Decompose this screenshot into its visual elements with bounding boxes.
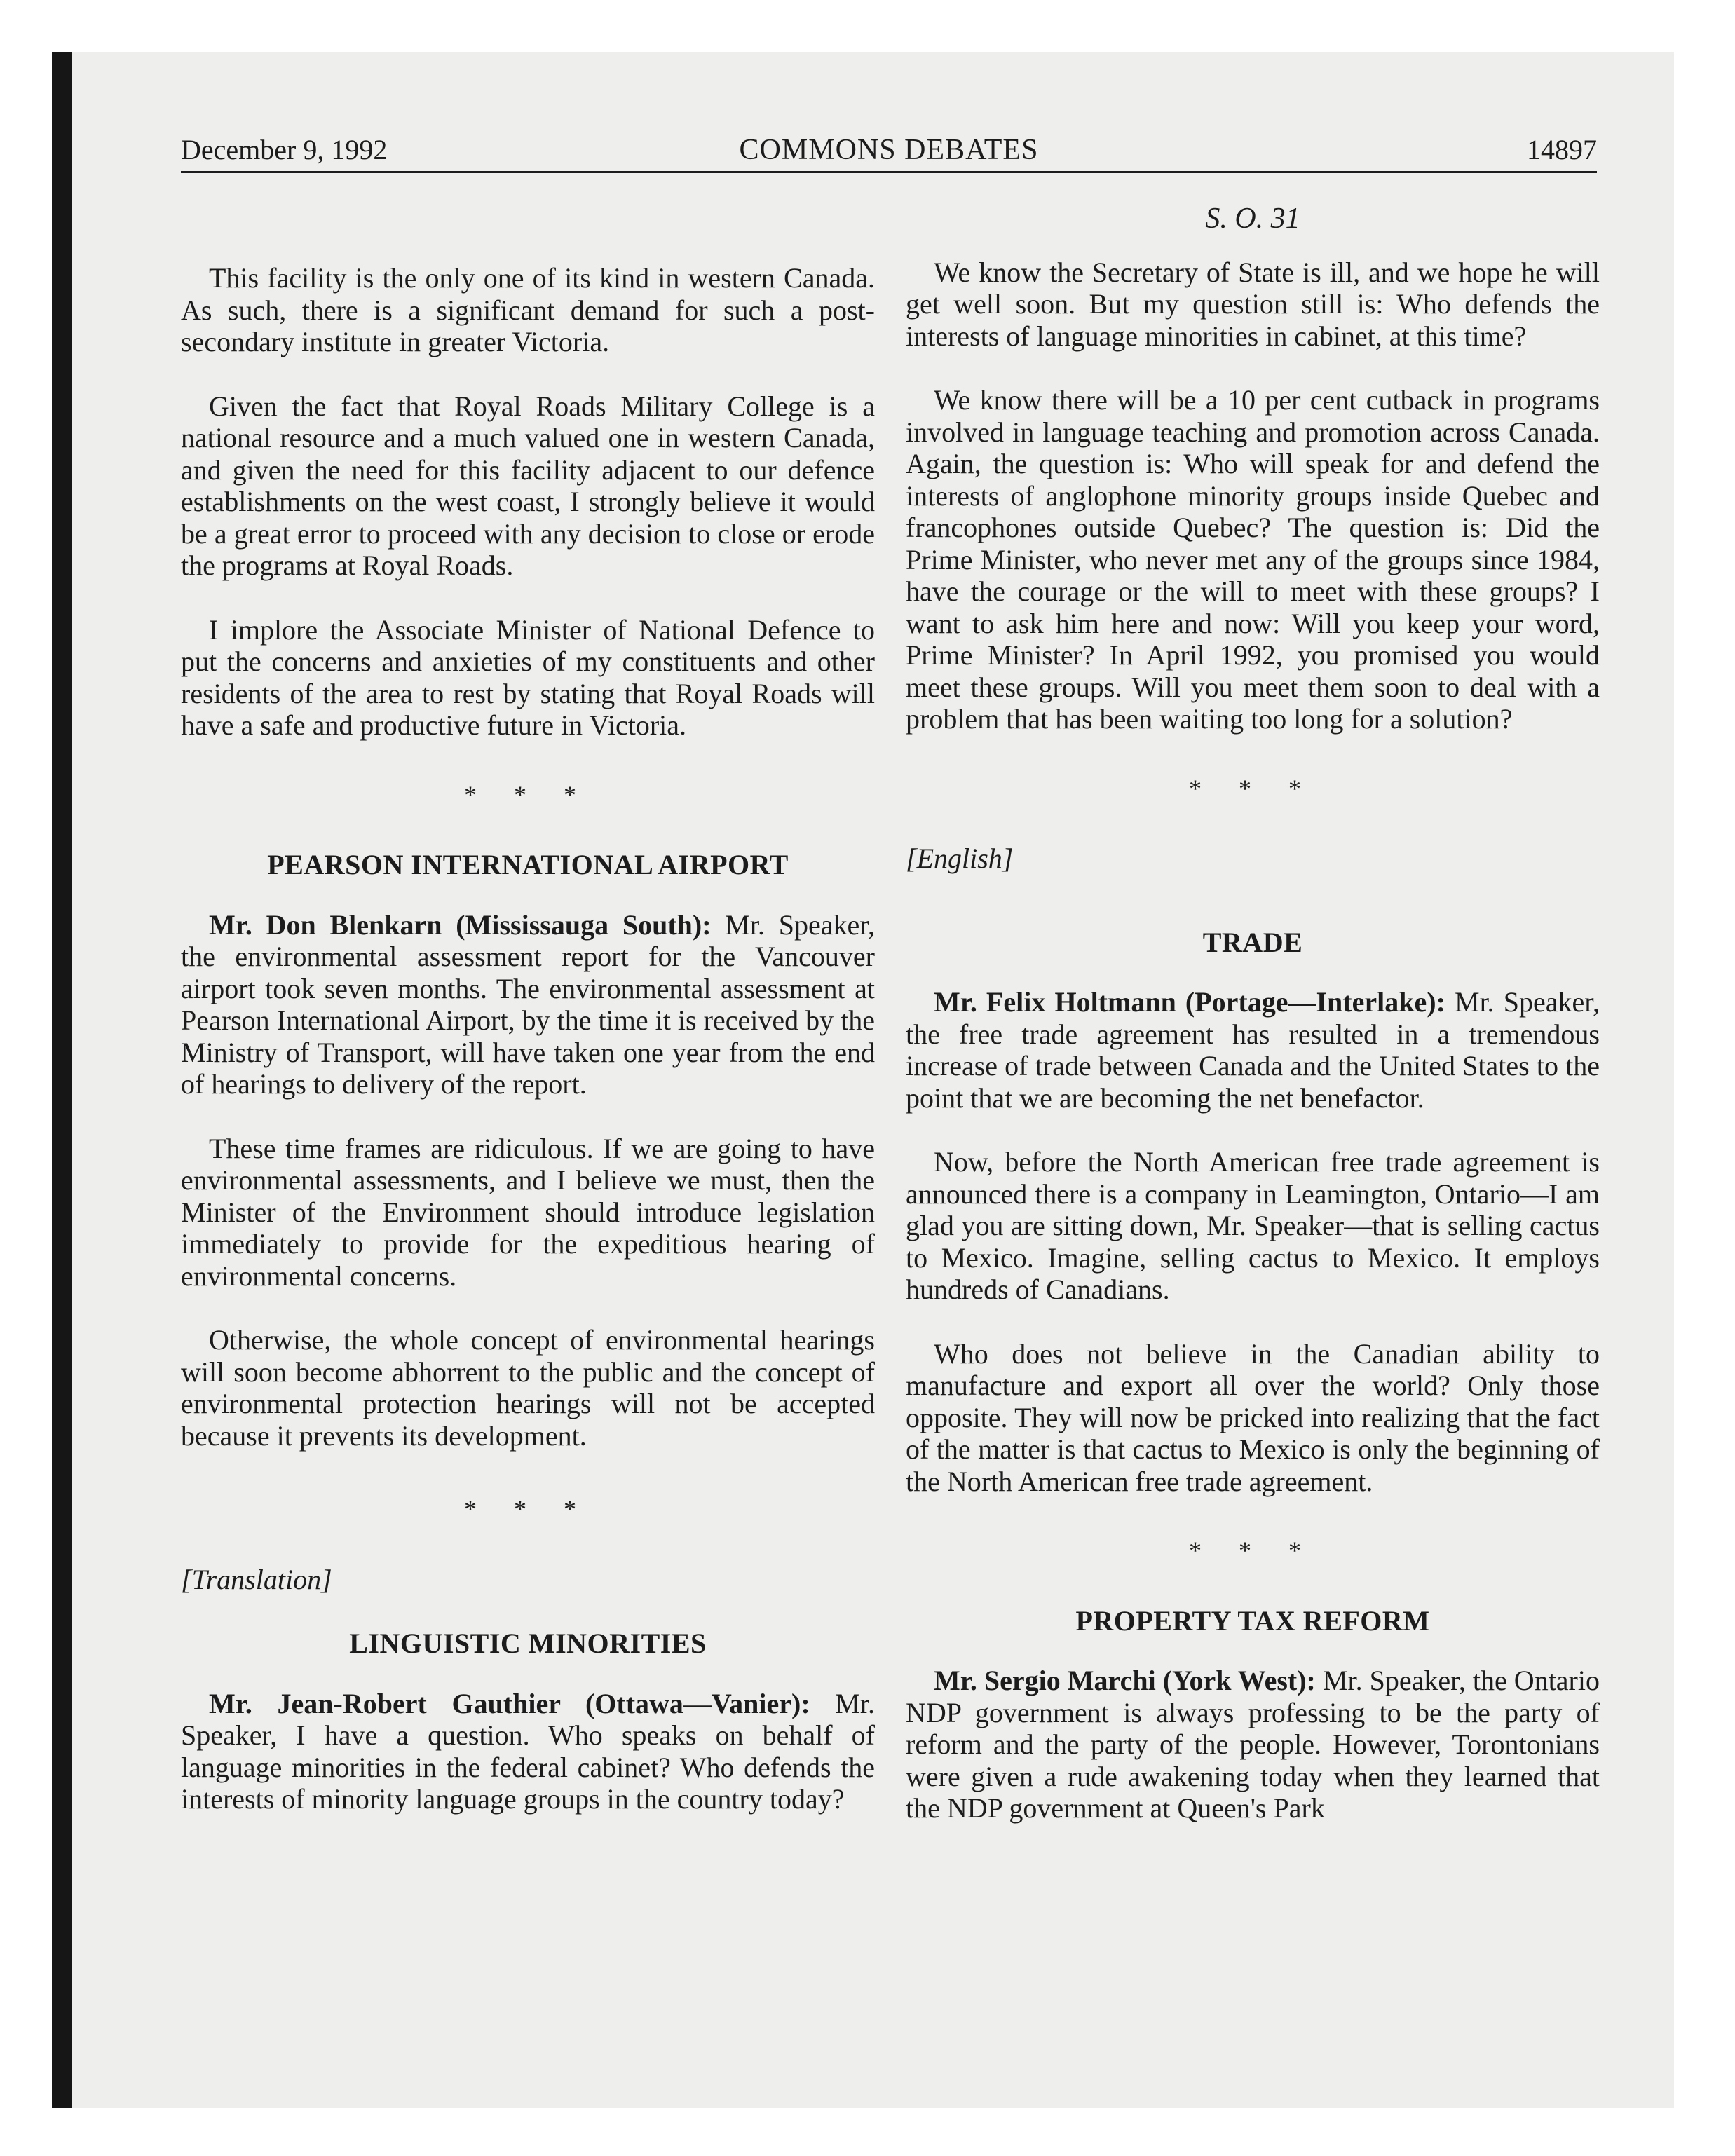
speaker-name: Mr. Sergio Marchi (York West): <box>934 1665 1316 1696</box>
standing-order-label: S. O. 31 <box>1205 203 1300 235</box>
section-heading: PEARSON INTERNATIONAL AIRPORT <box>267 849 789 880</box>
section-separator: * * * <box>1189 774 1316 803</box>
speech-paragraph <box>181 1688 875 1815</box>
section-heading: LINGUISTIC MINORITIES <box>349 1628 707 1659</box>
section-separator: * * * <box>1189 1536 1316 1564</box>
paragraph: Given the fact that Royal Roads Military College is a national resource and a much valued one in western Canada, and given the need for this facility adjacent to our defence establishments on the west coast, I strongly believe it would be a great error to proceed with any decision to close or erode the programs at Royal Roads. <box>181 390 875 581</box>
paragraph: Otherwise, the whole concept of environmental hearings will soon become abhorrent to the public and the concept of environmental protection hearings will not be accepted because it prevents its development. <box>181 1324 875 1452</box>
paragraph: We know the Secretary of State is ill, and we hope he will get well soon. But my question still is: Who defends the interests of language minorities in cabinet, at this time? <box>906 256 1600 352</box>
language-marker: [Translation] <box>181 1563 332 1595</box>
speech-text: Mr. Speaker, the free trade agreement has resulted in a tremendous increase of trade between Canada and the United States to the point that we are becoming the net benefactor. <box>906 986 1600 1114</box>
header-title: COMMONS DEBATES <box>739 134 1039 166</box>
header-date: December 9, 1992 <box>181 134 388 165</box>
scan-binding-edge <box>52 52 72 2108</box>
paragraph: This facility is the only one of its kind in western Canada. As such, there is a significant demand for such a post-secondary institute in greater Victoria. <box>181 262 875 357</box>
speech-text: Mr. Speaker, the Ontario NDP government is always professing to be the party of reform and the party of the people. However, Torontonians were given a rude awakening today when they learned that the NDP government at Queen's Park <box>906 1665 1600 1824</box>
speech-paragraph <box>906 986 1600 1114</box>
section-heading: PROPERTY TAX REFORM <box>1075 1604 1430 1637</box>
speech-paragraph <box>181 909 875 1100</box>
paragraph: Now, before the North American free trade agreement is announced there is a company in Leamington, Ontario—I am glad you are sitting down, Mr. Speaker—that is selling cactus to Mexico. Imagine, selling cactus to Mexico. It employs hundreds of Canadians. <box>906 1146 1600 1305</box>
page-header <box>181 128 1597 170</box>
paragraph: I implore the Associate Minister of National Defence to put the concerns and anxieties of my constituents and other residents of the area to rest by stating that Royal Roads will have a safe and productive future in Victoria. <box>181 613 875 741</box>
speaker-name: Mr. Jean-Robert Gauthier (Ottawa—Vanier): <box>209 1687 810 1719</box>
right-column <box>906 203 1600 1857</box>
paragraph: We know there will be a 10 per cent cutback in programs involved in language teaching and promotion across Canada. Again, the question is: Who will speak for and defend the interests of anglophone minority groups inside Quebec and francophones outside Quebec? The question is: Did the Prime Minister, who never met any of the groups since 1984, have the courage or the will to meet with these groups? I want to ask him here and now: Will you keep your word, Prime Minister? In April 1992, you promised you would meet these groups. Will you meet them soon to deal with a problem that has been waiting too long for a solution? <box>906 384 1600 735</box>
speech-paragraph <box>906 1665 1600 1824</box>
left-column <box>181 262 875 1848</box>
language-marker: [English] <box>906 842 1014 874</box>
speech-text: Mr. Speaker, the environmental assessment report for the Vancouver airport took seven months. The environmental assessment at Pearson International Airport, by the time it is received by the Ministry of Transport, will have taken one year from the end of hearings to delivery of the report. <box>181 908 875 1100</box>
speaker-name: Mr. Don Blenkarn (Mississauga South): <box>209 908 712 941</box>
paragraph: These time frames are ridiculous. If we are going to have environmental assessments, and I believe we must, then the Minister of the Environment should introduce legislation immediately to provide for the expeditious hearing of environmental concerns. <box>181 1132 875 1292</box>
header-rule <box>181 171 1597 173</box>
section-separator: * * * <box>464 1495 592 1523</box>
paragraph: Who does not believe in the Canadian ability to manufacture and export all over the world? Only those opposite. They will now be pricked into realizing that the fact of the matter is that cactus to Mexico is only the beginning of the North American free trade agreement. <box>906 1337 1600 1497</box>
header-page-number: 14897 <box>1527 134 1597 165</box>
section-separator: * * * <box>464 780 592 809</box>
speech-text: Mr. Speaker, I have a question. Who speaks on behalf of language minorities in the federal cabinet? Who defends the interests of minority language groups in the country today? <box>181 1687 875 1815</box>
speaker-name: Mr. Felix Holtmann (Portage—Interlake): <box>934 986 1445 1018</box>
section-heading: TRADE <box>1202 926 1303 958</box>
